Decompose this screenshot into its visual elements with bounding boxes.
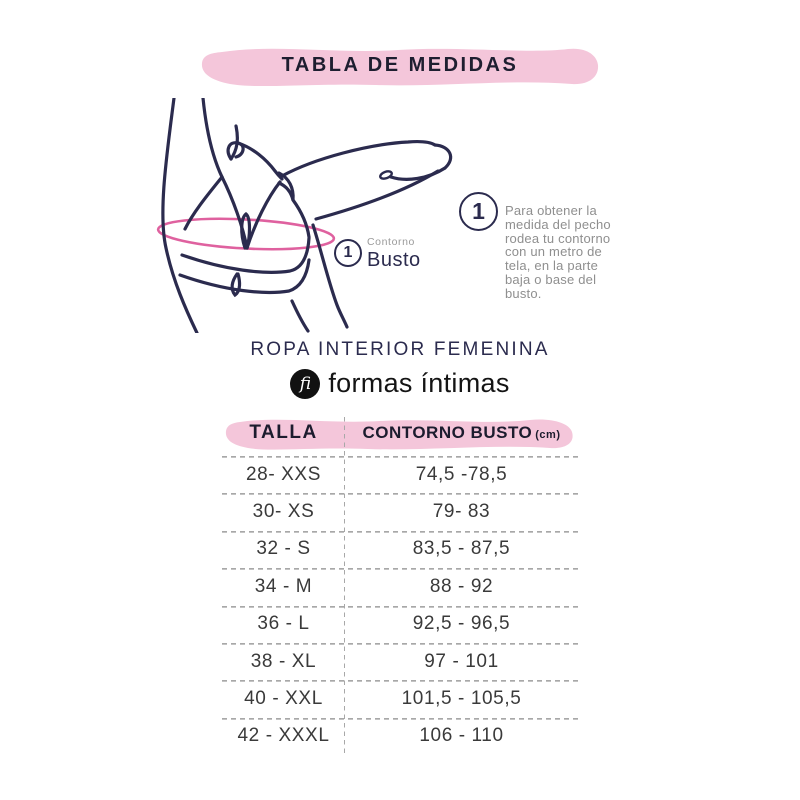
- brand-name: formas íntimas: [328, 368, 510, 398]
- bust-label-contorno: Contorno: [367, 236, 415, 248]
- contorno-value: 92,5 - 96,5: [412, 613, 511, 635]
- contorno-value: 97 - 101: [424, 650, 499, 672]
- bust-label-texts: [367, 237, 421, 270]
- talla-value: 38 - XL: [250, 650, 317, 672]
- talla-value: 42 - XXXL: [237, 725, 330, 747]
- contorno-value: 83,5 - 87,5: [412, 538, 511, 560]
- page-title-banner: [198, 42, 602, 88]
- bust-label-busto: Busto: [367, 248, 421, 271]
- brand-logo: [0, 368, 800, 399]
- talla-value: 28- XXS: [246, 463, 321, 485]
- column-header-unit: (cm): [535, 429, 561, 441]
- column-header-talla: TALLA: [249, 422, 318, 443]
- column-header-contorno-label: CONTORNO BUSTO: [362, 423, 533, 442]
- size-table-header: [222, 414, 578, 456]
- bust-measure-label: [334, 237, 421, 270]
- talla-value: 40 - XXL: [244, 688, 323, 710]
- size-table: [222, 414, 578, 755]
- bust-label-number-badge: 1: [334, 239, 362, 267]
- talla-value: 30- XS: [252, 501, 315, 523]
- contorno-value: 88 - 92: [429, 575, 494, 597]
- figure-outline: [163, 98, 451, 333]
- talla-value: 36 - L: [257, 613, 310, 635]
- contorno-value: 101,5 - 105,5: [401, 688, 522, 710]
- instruction-text: Para obtener la medida del pecho rodea tu contorno con un metro de tela, en la parte baja o base del busto.: [505, 203, 611, 301]
- instruction-number-badge: 1: [459, 192, 498, 231]
- table-row: [222, 680, 578, 717]
- page-title: TABLA DE MEDIDAS: [281, 53, 519, 76]
- table-column-divider: [344, 417, 346, 757]
- category-subtitle: ROPA INTERIOR FEMENINA: [250, 339, 550, 360]
- measuring-instruction: [459, 192, 625, 301]
- bust-measure-illustration: [140, 98, 460, 333]
- size-table-body: [222, 456, 578, 755]
- table-row: [222, 531, 578, 568]
- talla-value: 34 - M: [254, 575, 313, 597]
- table-row: [222, 606, 578, 643]
- contorno-value: 74,5 -78,5: [415, 463, 508, 485]
- contorno-value: 106 - 110: [419, 725, 504, 747]
- figure-line-art: [140, 98, 460, 333]
- brand-monogram-icon: fi: [290, 369, 320, 399]
- talla-value: 32 - S: [256, 538, 311, 560]
- table-row: [222, 493, 578, 530]
- table-row: [222, 643, 578, 680]
- table-row: [222, 718, 578, 755]
- table-row: [222, 568, 578, 605]
- column-header-contorno: [345, 414, 578, 452]
- contorno-value: 79- 83: [432, 501, 491, 523]
- table-row: [222, 456, 578, 493]
